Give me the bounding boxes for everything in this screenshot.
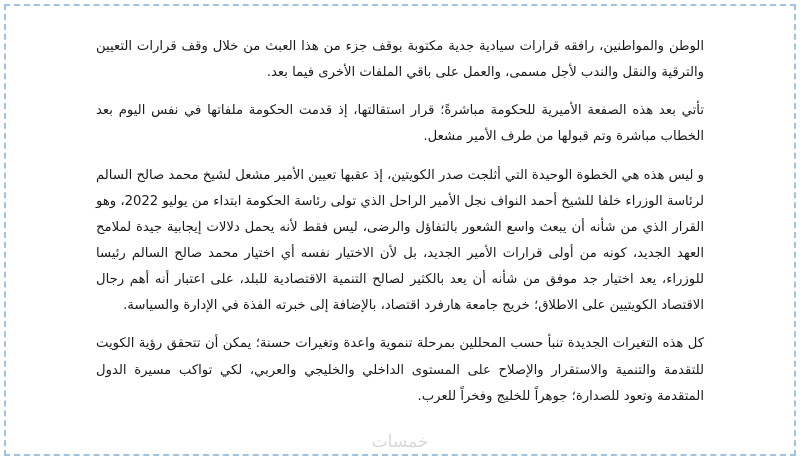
paragraph: تأتي بعد هذه الصفعة الأميرية للحكومة مباشرةً؛ قرار استقالتها، إذ قدمت الحكومة ملفاتها في نفس اليوم بعد الخطاب مباشرة وتم قبولها من طرف الأمير مشعل. [96,103,704,145]
paragraph: و ليس هذه هي الخطوة الوحيدة التي أثلجت صدر الكويتين، إذ عقبها تعيين الأمير مشعل لشيخ محمد صالح السالم لرئاسة الوزراء خلفا للشيخ أحمد النواف نجل الأمير الراحل الذي تولى رئاسة الحكومة ابتداء من يوليو 2022، وهو القرار الذي من شأنه أن يبعث واسع الشعور بالتفاؤل والرضى، ليس فقط لأنه يحمل دلالات إيجابية جيدة لملامح العهد الجديد، كونه من أولى قرارات الأمير الجديد، بل لأن الاختيار نفسه أي اختيار محمد صالح السالم رئيسا للوزراء، يعد اختيار جد موفق من شأنه أن يعد بالكثير لصالح التنمية الاقتصادية للبلد، على اعتبار أنه أهم رجال الاقتصاد الكويتيين على الاطلاق؛ خريج جامعة هارفرد اقتصاد، بالإضافة إلى خبرته الفذة في الإدارة والسياسة. [96,167,704,314]
paragraph: الوطن والمواطنين، رافقه قرارات سيادية جدية مكتوبة بوقف جزء من هذا العبث من خلال وقف قرارات التعيين والترقية والنقل والندب لأجل مسمى، والعمل على باقي الملفات الأخرى فيما بعد. [96,39,704,81]
paragraph: كل هذه التغيرات الجديدة تنبأ حسب المحللين بمرحلة تنموية واعدة وتغيرات حسنة؛ يمكن أن تتحقق رؤية الكويت للتقدمة والتنمية والاستقرار والإصلاح على المستوى الداخلي والخليجي والعربي، لكي تواكب مسيرة الدول المتقدمة وتعود للصدارة؛ جوهراً للخليج وفخراً للعرب. [96,336,704,404]
watermark: خمسات [371,432,429,452]
